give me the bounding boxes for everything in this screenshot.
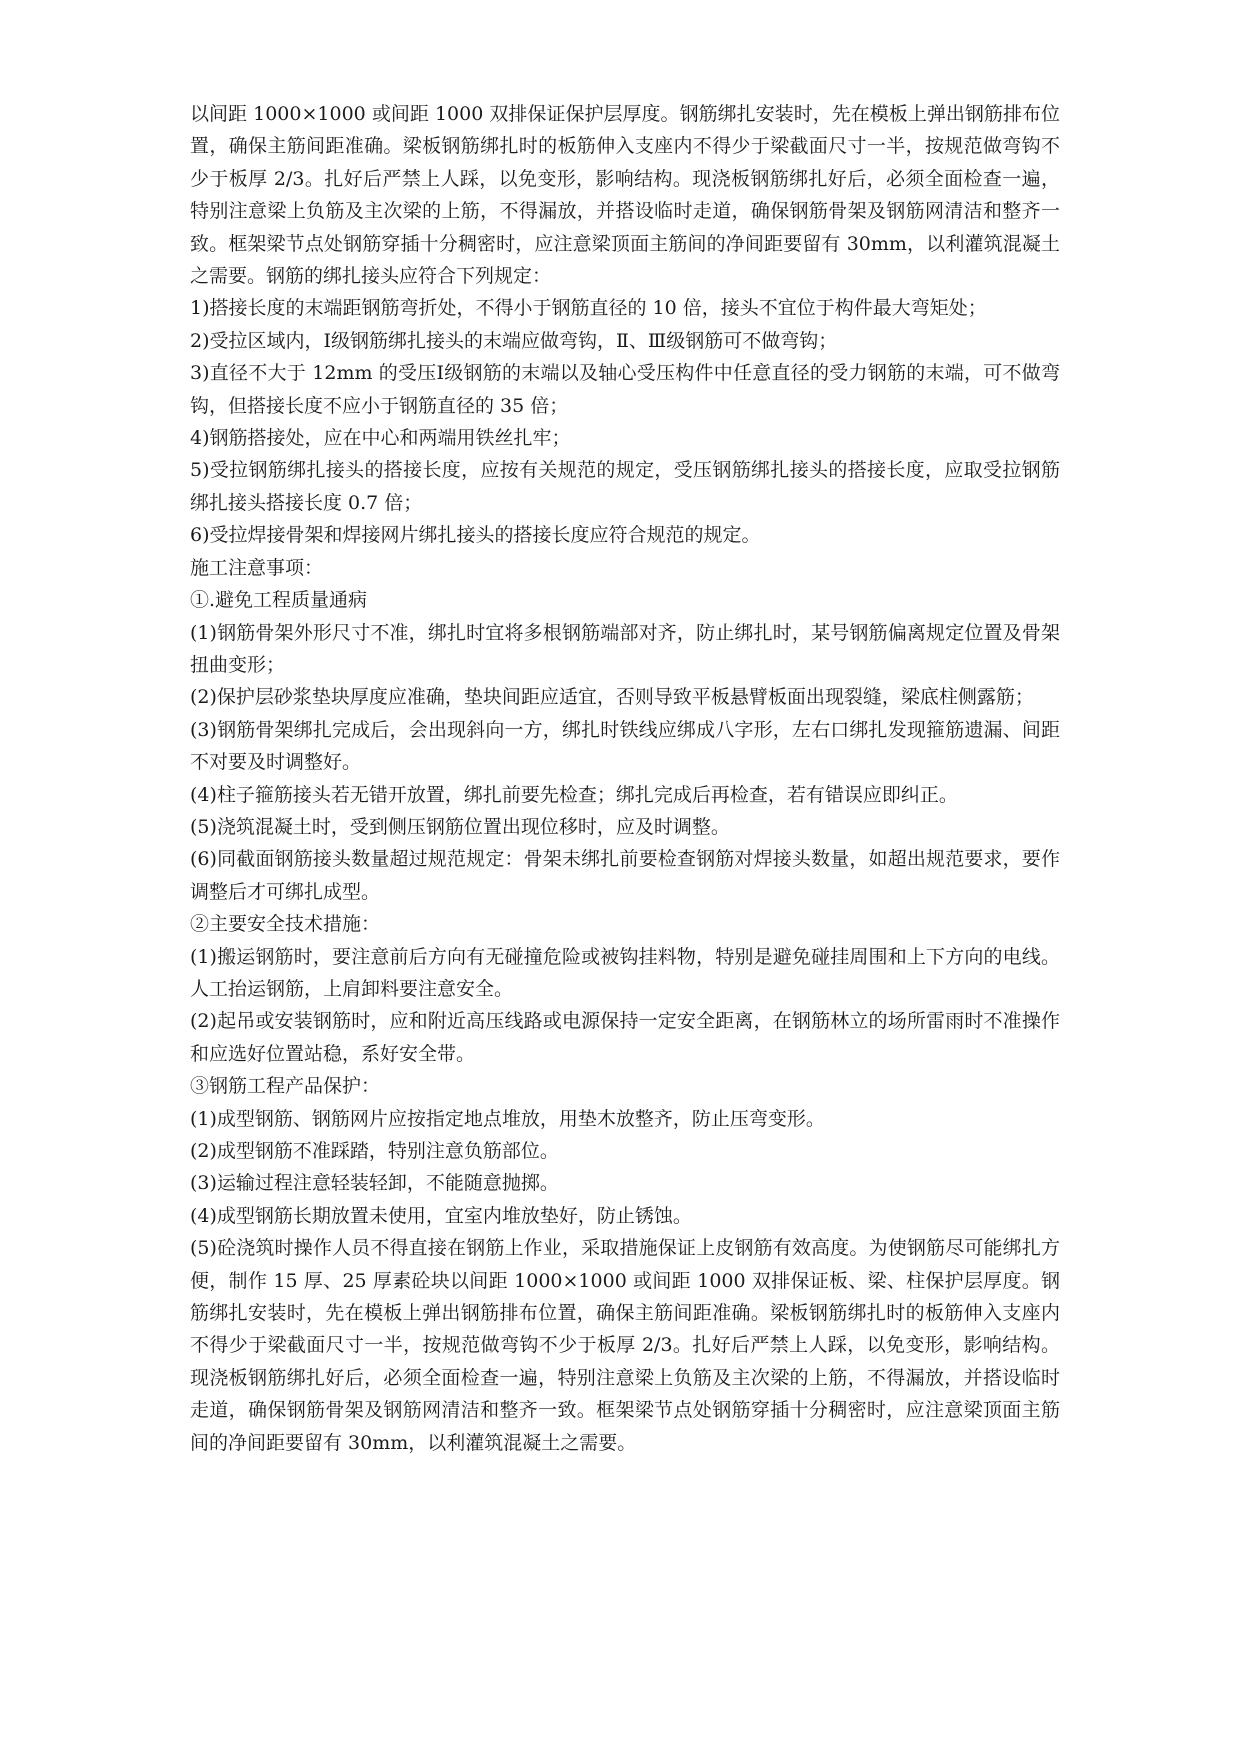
subsection-heading-quality-defects: ①.避免工程质量通病 (190, 589, 368, 612)
rule-item-3: 3)直径不大于 12mm 的受压Ⅰ级钢筋的末端以及轴心受压构件中任意直径的受力钢筋的末端，可不做弯钩，但搭接长度不应小于钢筋直径的 35 倍； (190, 362, 1060, 417)
quality-item-4: (4)柱子箍筋接头若无错开放置，绑扎前要先检查；绑扎完成后再检查，若有错误应即纠正。 (190, 783, 958, 806)
rule-item-2: 2)受拉区域内，Ⅰ级钢筋绑扎接头的末端应做弯钩，Ⅱ、Ⅲ级钢筋可不做弯钩； (190, 329, 838, 352)
rule-item-6: 6)受拉焊接骨架和焊接网片绑扎接头的搭接长度应符合规范的规定。 (190, 524, 761, 547)
safety-item-1: (1)搬运钢筋时，要注意前后方向有无碰撞危险或被钩挂料物，特别是避免碰挂周围和上下方向的电线。人工抬运钢筋，上肩卸料要注意安全。 (190, 945, 1060, 1000)
rule-item-5: 5)受拉钢筋绑扎接头的搭接长度，应按有关规范的规定，受压钢筋绑扎接头的搭接长度，应取受拉钢筋绑扎接头搭接长度 0.7 倍； (190, 459, 1060, 514)
quality-item-6: (6)同截面钢筋接头数量超过规范规定：骨架未绑扎前要检查钢筋对焊接头数量，如超出规范要求，要作调整后才可绑扎成型。 (190, 848, 1060, 903)
quality-item-3: (3)钢筋骨架绑扎完成后，会出现斜向一方，绑扎时铁线应绑成八字形，左右口绑扎发现箍筋遗漏、间距不对要及时调整好。 (190, 718, 1060, 774)
safety-item-2: (2)起吊或安装钢筋时，应和附近高压线路或电源保持一定安全距离，在钢筋林立的场所雷雨时不准操作和应选好位置站稳，系好安全带。 (190, 1010, 1060, 1065)
protection-item-2: (2)成型钢筋不准踩踏，特别注意负筋部位。 (190, 1140, 559, 1162)
quality-item-2: (2)保护层砂浆垫块厚度应准确，垫块间距应适宜，否则导致平板悬臂板面出现裂缝，梁底柱侧露筋； (190, 686, 1034, 709)
subsection-heading-product-protection: ③钢筋工程产品保护： (190, 1075, 381, 1098)
document-body (190, 98, 1060, 1459)
protection-item-3: (3)运输过程注意轻装轻卸，不能随意抛掷。 (190, 1172, 559, 1195)
protection-item-1: (1)成型钢筋、钢筋网片应按指定地点堆放，用垫木放整齐，防止压弯变形。 (190, 1107, 825, 1130)
subsection-heading-safety: ②主要安全技术措施： (190, 913, 381, 936)
rule-item-4: 4)钢筋搭接处，应在中心和两端用铁丝扎牢； (190, 427, 571, 450)
quality-item-5: (5)浇筑混凝土时，受到侧压钢筋位置出现位移时，应及时调整。 (190, 815, 730, 838)
quality-item-1: (1)钢筋骨架外形尺寸不准，绑扎时宜将多根钢筋端部对齐，防止绑扎时，某号钢筋偏离规定位置及骨架扭曲变形； (190, 621, 1060, 676)
paragraph-rebar-binding-intro: 以间距 1000×1000 或间距 1000 双排保证保护层厚度。钢筋绑扎安装时，先在模板上弹出钢筋排布位置，确保主筋间距准确。梁板钢筋绑扎时的板筋伸入支座内不得少于梁截面尺寸一半，按规范做弯钩不少于板厚 2/3。扎好后严禁上人踩，以免变形，影响结构。现浇板钢筋绑扎好后，必须全面检查一遍，特别注意梁上负筋及主次梁的上筋，不得漏放，并搭设临时走道，确保钢筋骨架及钢筋网清洁和整齐一致。框架梁节点处钢筋穿插十分稠密时，应注意梁顶面主筋间的净间距要留有 30mm，以利灌筑混凝土之需要。钢筋的绑扎接头应符合下列规定： (190, 103, 1060, 288)
section-heading-construction-notes: 施工注意事项： (190, 556, 324, 579)
protection-item-5: (5)砼浇筑时操作人员不得直接在钢筋上作业，采取措施保证上皮钢筋有效高度。为使钢筋尽可能绑扎方便，制作 15 厚、25 厚素砼块以间距 1000×1000 或间距 1000 双排保证板、梁、柱保护层厚度。钢筋绑扎安装时，先在模板上弹出钢筋排布位置，确保主筋间距准确。梁板钢筋绑扎时的板筋伸入支座内不得少于梁截面尺寸一半，按规范做弯钩不少于板厚 2/3。扎好后严禁上人踩，以免变形，影响结构。现浇板钢筋绑扎好后，必须全面检查一遍，特别注意梁上负筋及主次梁的上筋，不得漏放，并搭设临时走道，确保钢筋骨架及钢筋网清洁和整齐一致。框架梁节点处钢筋穿插十分稠密时，应注意梁顶面主筋间的净间距要留有 30mm，以利灌筑混凝土之需要。 (190, 1237, 1060, 1454)
rule-item-1: 1)搭接长度的末端距钢筋弯折处，不得小于钢筋直径的 10 倍，接头不宜位于构件最大弯矩处； (190, 297, 987, 320)
protection-item-4: (4)成型钢筋长期放置未使用，宜室内堆放垫好，防止锈蚀。 (190, 1204, 692, 1227)
